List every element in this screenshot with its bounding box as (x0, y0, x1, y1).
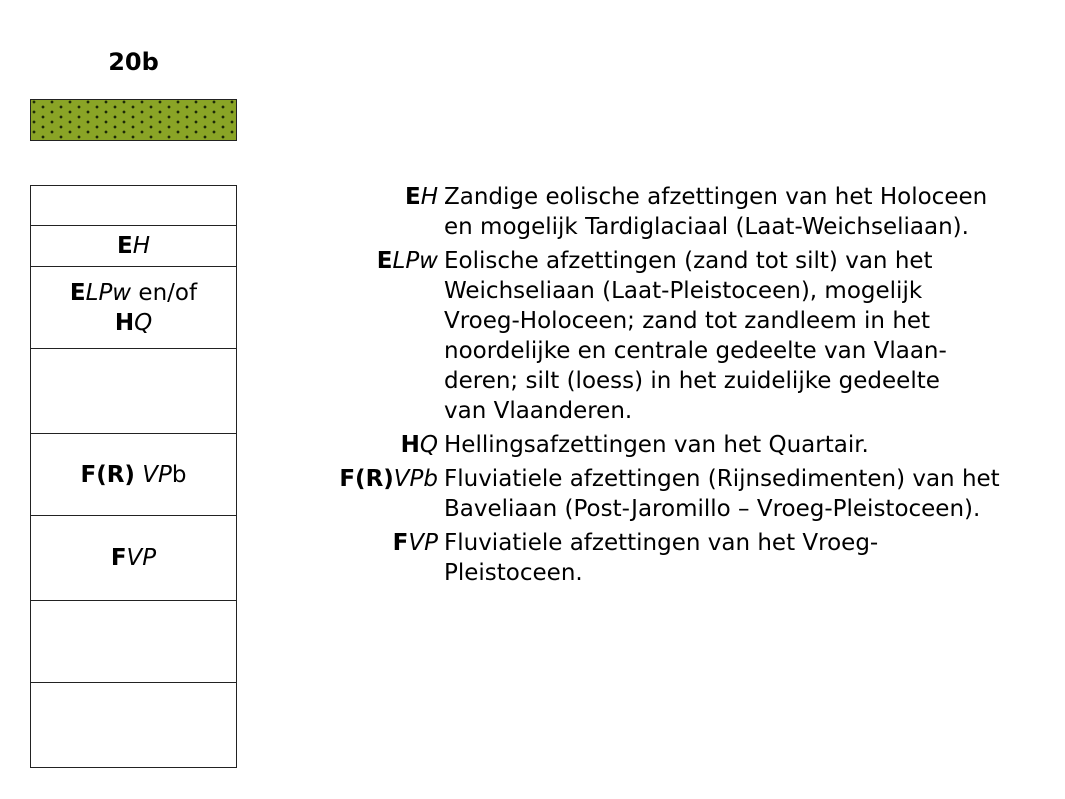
legend-description-line: noordelijke en centrale gedeelte van Vlaan- (444, 338, 947, 364)
legend-description-line: Fluviatiele afzettingen (Rijnsedimenten) van het (444, 466, 1000, 492)
label-part: LPw (392, 248, 438, 274)
legend-description (444, 430, 869, 460)
label-part: Q (134, 309, 153, 336)
label-part: F(R) (80, 461, 135, 488)
label-part: E (69, 279, 86, 306)
label-part: VP (142, 461, 172, 488)
legend-code (339, 464, 438, 494)
label-part: VP (126, 545, 157, 571)
label-part: H (114, 309, 135, 336)
label-part: E (116, 233, 133, 259)
legend-description (444, 464, 1000, 524)
label-part: F(R) (339, 466, 394, 492)
label-part: F (392, 530, 409, 556)
label-part: LPw (85, 279, 132, 306)
legend-description-line: deren; silt (loess) in het zuidelijke gedeelte (444, 368, 940, 394)
label-part: VPb (393, 466, 438, 492)
label-part: Q (419, 432, 438, 458)
legend-description-line: Pleistoceen. (444, 560, 583, 586)
legend-description (444, 182, 987, 242)
legend-code (405, 182, 438, 212)
legend-description-line: Weichseliaan (Laat-Pleistoceen), mogelijk (444, 278, 923, 304)
legend-description-line: van Vlaanderen. (444, 398, 633, 424)
legend-description-line: Hellingsafzettingen van het Quartair. (444, 432, 869, 458)
label-part: E (404, 184, 421, 210)
legend-description-line: en mogelijk Tardiglaciaal (Laat-Weichseliaan). (444, 214, 969, 240)
legend-code (401, 430, 438, 460)
legend-code (377, 246, 438, 276)
label-part: E (376, 248, 393, 274)
profile-title: 20b (108, 48, 159, 76)
label-part: H (420, 184, 438, 210)
label-part: H (132, 233, 150, 259)
legend-description-line: Zandige eolische afzettingen van het Holoceen (444, 184, 988, 210)
legend-description-line: Baveliaan (Post-Jaromillo – Vroeg-Pleistoceen). (444, 496, 981, 522)
label-part: VP (408, 530, 438, 556)
legend-description-line: Vroeg-Holoceen; zand tot zandleem in het (444, 308, 931, 334)
label-part: b (171, 461, 187, 488)
label-part: en/of (131, 279, 198, 306)
legend-description (444, 246, 947, 426)
legend-description-line: Eolische afzettingen (zand tot silt) van het (444, 248, 933, 274)
label-part: H (400, 432, 420, 458)
legend-code (393, 528, 438, 558)
label-part: F (110, 545, 127, 571)
legend-description-line: Fluviatiele afzettingen van het Vroeg- (444, 530, 879, 556)
legend-description (444, 528, 878, 588)
